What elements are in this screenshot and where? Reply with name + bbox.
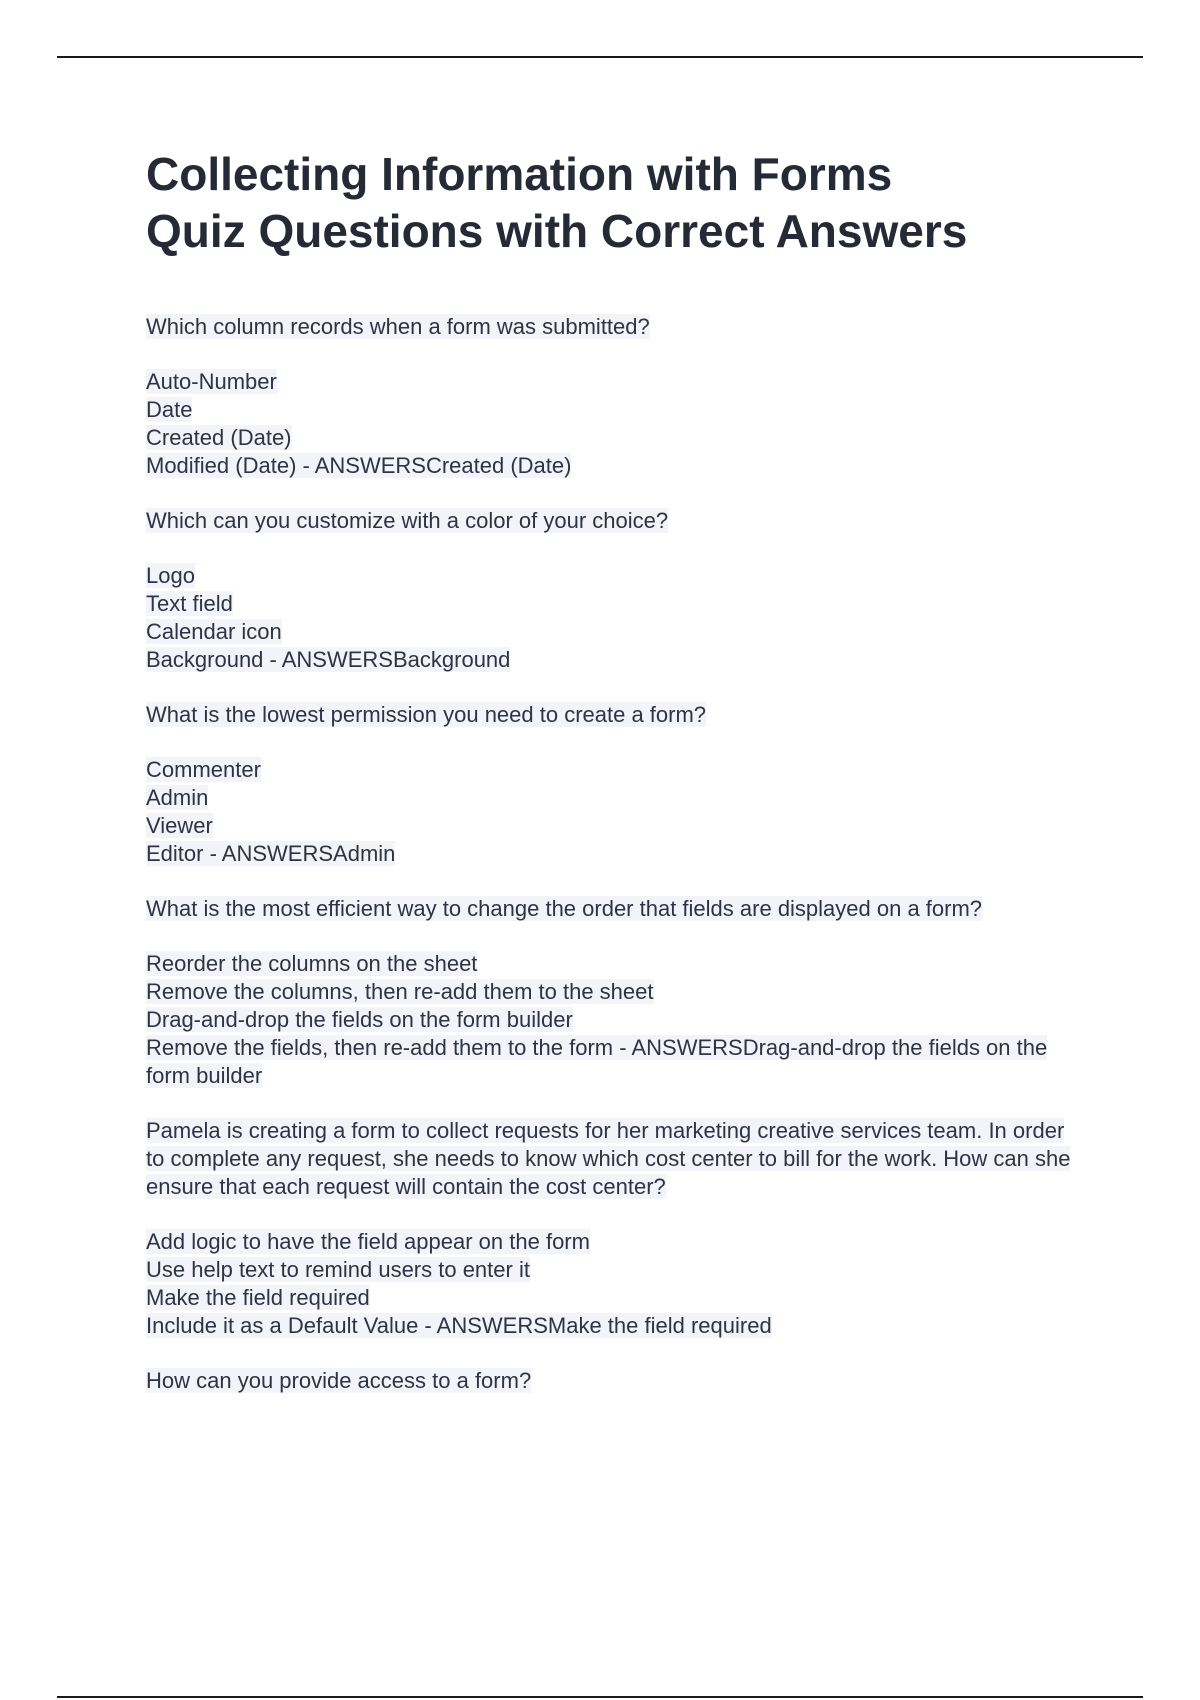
document-body (146, 146, 1076, 1422)
option-2-d-answer (146, 646, 1076, 674)
option-5-a-text: Add logic to have the field appear on the form (146, 1229, 590, 1254)
options-5 (146, 1228, 1076, 1340)
option-1-c (146, 424, 1076, 452)
option-1-a-text: Auto-Number (146, 369, 277, 394)
qa-item-4 (146, 895, 1076, 1090)
question-3-text: What is the lowest permission you need to create a form? (146, 702, 707, 727)
question-4 (146, 895, 1076, 923)
qa-item-6 (146, 1367, 1076, 1395)
option-2-c-text: Calendar icon (146, 619, 282, 644)
question-4-text: What is the most efficient way to change the order that fields are displayed on a form? (146, 896, 983, 921)
options-3 (146, 756, 1076, 868)
option-3-a (146, 756, 1076, 784)
option-2-b-text: Text field (146, 591, 233, 616)
option-5-b-text: Use help text to remind users to enter it (146, 1257, 530, 1282)
option-5-c-text: Make the field required (146, 1285, 370, 1310)
option-5-d-text: Include it as a Default Value - ANSWERSMake the field required (146, 1313, 772, 1338)
option-1-b (146, 396, 1076, 424)
qa-item-5 (146, 1117, 1076, 1340)
document-title (146, 146, 1076, 260)
option-3-d-text: Editor - ANSWERSAdmin (146, 841, 396, 866)
question-1 (146, 313, 1076, 341)
option-3-b-text: Admin (146, 785, 209, 810)
options-2 (146, 562, 1076, 674)
qa-item-1 (146, 313, 1076, 480)
option-3-d-answer (146, 840, 1076, 868)
question-5 (146, 1117, 1076, 1201)
question-3 (146, 701, 1076, 729)
option-5-a (146, 1228, 1076, 1256)
option-4-a (146, 950, 1076, 978)
title-line-1: Collecting Information with Forms (146, 148, 893, 200)
options-1 (146, 368, 1076, 480)
question-1-text: Which column records when a form was submitted? (146, 314, 650, 339)
option-4-b (146, 978, 1076, 1006)
option-3-c-text: Viewer (146, 813, 213, 838)
bottom-rule (57, 1696, 1143, 1698)
option-5-c (146, 1284, 1076, 1312)
option-2-a (146, 562, 1076, 590)
option-3-a-text: Commenter (146, 757, 261, 782)
option-5-b (146, 1256, 1076, 1284)
option-4-d-text: Remove the fields, then re-add them to the form - ANSWERSDrag-and-drop the fields on the form builder (146, 1035, 1048, 1088)
option-1-c-text: Created (Date) (146, 425, 292, 450)
qa-list (146, 313, 1076, 1395)
question-2-text: Which can you customize with a color of your choice? (146, 508, 669, 533)
question-2 (146, 507, 1076, 535)
title-line-2: Quiz Questions with Correct Answers (146, 205, 968, 257)
question-6 (146, 1367, 1076, 1395)
top-rule (57, 56, 1143, 58)
option-4-c-text: Drag-and-drop the fields on the form builder (146, 1007, 573, 1032)
option-2-b (146, 590, 1076, 618)
question-5-text: Pamela is creating a form to collect requests for her marketing creative services team. In order to complete any request, she needs to know which cost center to bill for the work. How can she ensure that each request will contain the cost center? (146, 1118, 1071, 1199)
option-2-a-text: Logo (146, 563, 195, 588)
option-2-c (146, 618, 1076, 646)
qa-item-3 (146, 701, 1076, 868)
option-3-b (146, 784, 1076, 812)
option-4-d-answer (146, 1034, 1076, 1090)
option-3-c (146, 812, 1076, 840)
options-4 (146, 950, 1076, 1090)
option-1-d-answer (146, 452, 1076, 480)
option-4-a-text: Reorder the columns on the sheet (146, 951, 478, 976)
option-1-a (146, 368, 1076, 396)
option-1-b-text: Date (146, 397, 193, 422)
qa-item-2 (146, 507, 1076, 674)
option-4-b-text: Remove the columns, then re-add them to the sheet (146, 979, 654, 1004)
option-1-d-text: Modified (Date) - ANSWERSCreated (Date) (146, 453, 572, 478)
option-5-d-answer (146, 1312, 1076, 1340)
question-6-text: How can you provide access to a form? (146, 1368, 532, 1393)
option-2-d-text: Background - ANSWERSBackground (146, 647, 511, 672)
option-4-c (146, 1006, 1076, 1034)
